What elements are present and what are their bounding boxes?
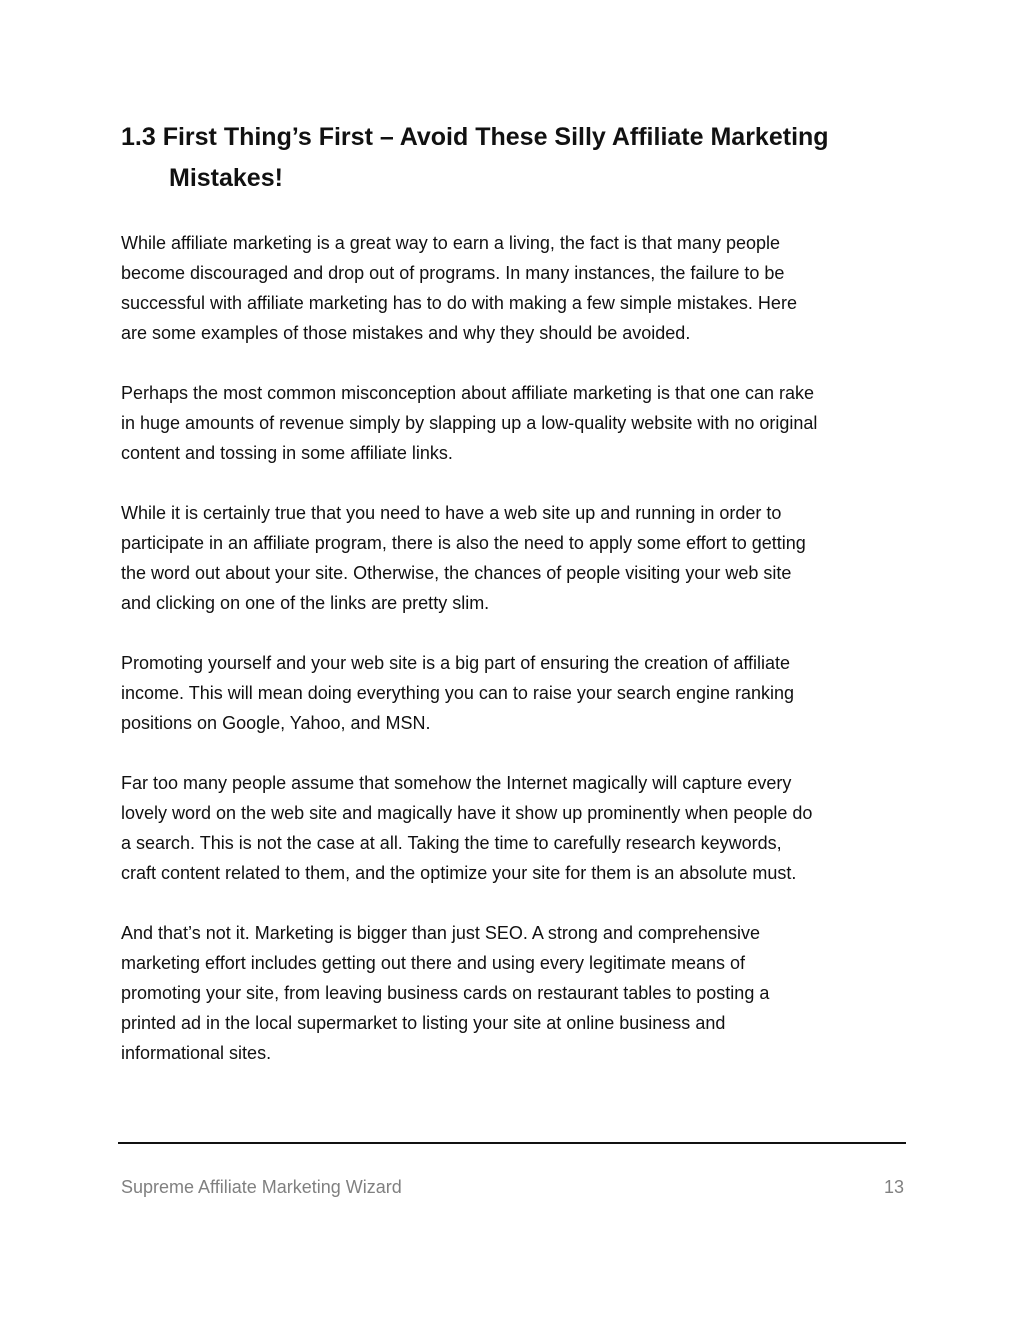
text-line: And that’s not it. Marketing is bigger than just SEO. A strong and comprehensive [121, 923, 761, 943]
text-line: the word out about your site. Otherwise, the chances of people visiting your web site [121, 563, 792, 583]
text-line: become discouraged and drop out of programs. In many instances, the failure to be [121, 263, 785, 283]
text-line: are some examples of those mistakes and why they should be avoided. [121, 323, 691, 343]
paragraph [121, 918, 911, 1068]
paragraph [121, 498, 911, 618]
body-text [121, 228, 911, 1098]
text-line: While affiliate marketing is a great way to earn a living, the fact is that many people [121, 233, 781, 253]
section-heading [121, 117, 911, 199]
text-line: participate in an affiliate program, there is also the need to apply some effort to getting [121, 533, 806, 553]
text-line: marketing effort includes getting out there and using every legitimate means of [121, 953, 746, 973]
text-line: income. This will mean doing everything you can to raise your search engine ranking [121, 683, 795, 703]
text-line: lovely word on the web site and magically have it show up prominently when people do [121, 803, 813, 823]
text-line: promoting your site, from leaving business cards on restaurant tables to posting a [121, 983, 770, 1003]
paragraph [121, 768, 911, 888]
text-line: content and tossing in some affiliate links. [121, 443, 453, 463]
text-line: in huge amounts of revenue simply by slapping up a low-quality website with no original [121, 413, 818, 433]
page-number: 13 [883, 1177, 904, 1197]
footer-title: Supreme Affiliate Marketing Wizard [121, 1177, 402, 1197]
footer-divider [118, 1142, 906, 1144]
text-line: While it is certainly true that you need to have a web site up and running in order to [121, 503, 782, 523]
section-heading-line-1: 1.3 First Thing’s First – Avoid These Silly Affiliate Marketing [121, 123, 829, 151]
text-line: a search. This is not the case at all. Taking the time to carefully research keywords, [121, 833, 782, 853]
text-line: and clicking on one of the links are pretty slim. [121, 593, 490, 613]
paragraph [121, 378, 911, 468]
paragraph [121, 648, 911, 738]
section-heading-line-2: Mistakes! [169, 164, 283, 192]
text-line: Perhaps the most common misconception about affiliate marketing is that one can rake [121, 383, 815, 403]
text-line: printed ad in the local supermarket to listing your site at online business and [121, 1013, 726, 1033]
text-line: Promoting yourself and your web site is a big part of ensuring the creation of affiliate [121, 653, 791, 673]
paragraph [121, 228, 911, 348]
text-line: positions on Google, Yahoo, and MSN. [121, 713, 431, 733]
text-line: informational sites. [121, 1043, 272, 1063]
text-line: Far too many people assume that somehow the Internet magically will capture every [121, 773, 792, 793]
text-line: craft content related to them, and the optimize your site for them is an absolute must. [121, 863, 797, 883]
text-line: successful with affiliate marketing has to do with making a few simple mistakes. Here [121, 293, 797, 313]
